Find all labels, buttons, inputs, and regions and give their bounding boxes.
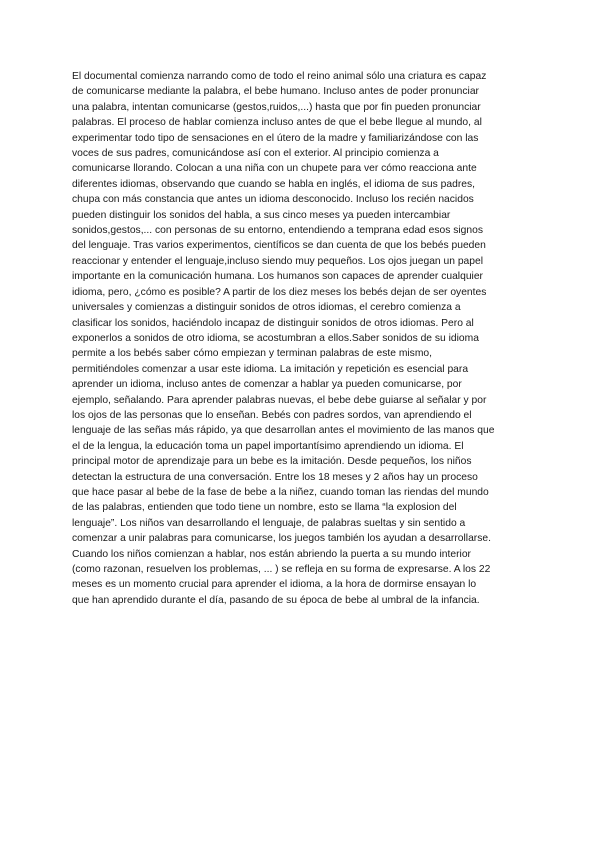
text-line: comenzar a unir palabras para comunicarse, los juegos también los ayudan a desarrollarse. [72, 533, 491, 545]
text-line: palabras. El proceso de hablar comienza incluso antes de que el bebe llegue al mundo, al [72, 117, 482, 129]
text-line: aprender un idioma, incluso antes de comenzar a hablar ya pueden comunicarse, por [72, 379, 462, 391]
text-line: pueden distinguir los sonidos del habla, a sus cinco meses ya pueden intercambiar [72, 209, 451, 221]
text-line: clasificar los sonidos, haciéndolo incapaz de distinguir sonidos de otros idiomas. Pero al [72, 317, 474, 329]
text-line: chupa con más constancia que antes un idioma desconocido. Incluso los recién nacidos [72, 194, 474, 206]
text-line: (como razonan, resuelven los problemas, ... ) se refleja en su forma de expresarse. A los 22 [72, 564, 491, 575]
text-line: el de la lengua, la educación toma un papel importantísimo aprendiendo un idioma. El [72, 440, 464, 452]
text-line: principal motor de aprendizaje para un bebe es la imitación. Desde pequeños, los niños [72, 456, 472, 468]
text-line: comunicarse llorando. Colocan a una niña con un chupete para ver cómo reacciona ante [72, 163, 477, 175]
text-line: detectan la estructura de una conversación. Entre los 18 meses y 2 años hay un proceso [72, 471, 478, 483]
text-line: que hace pasar al bebe de la fase de bebe a la niñez, cuando toman las riendas del mundo [72, 486, 489, 498]
text-line: de comunicarse mediante la palabra, el bebe humano. Incluso antes de poder pronunciar [72, 86, 479, 98]
text-line: experimentar todo tipo de sensaciones en el útero de la madre y familiarizándose con las [72, 132, 479, 144]
text-line: meses es un momento crucial para aprender el idioma, a la hora de dormirse ensayan lo [72, 579, 477, 591]
text-line: lenguaje”. Los niños van desarrollando el lenguaje, de palabras sueltas y sin sentido a [72, 517, 466, 529]
text-line: lenguaje de las señas más rápido, ya que desarrollan antes el movimiento de las manos que [72, 425, 495, 437]
text-line: voces de sus padres, comunicándose así con el exterior. Al principio comienza a [72, 148, 439, 160]
text-line: que han aprendido durante el día, pasando de su época de bebe al umbral de la infancia. [72, 594, 480, 606]
text-line: los ojos de las personas que lo enseñan. Bebés con padres sordos, van aprendiendo el [72, 409, 472, 421]
text-line: diferentes idiomas, observando que cuando se habla en inglés, el idioma de sus padres, [72, 178, 475, 190]
text-line: permitiéndoles comenzar a usar este idioma. La imitación y repetición es esencial para [72, 363, 469, 375]
text-line: sonidos,gestos,... con personas de su entorno, entendiendo a temprana edad esos signos [72, 225, 484, 237]
text-line: Cuando los niños comienzan a hablar, nos están abriendo la puerta a su mundo interior [72, 548, 471, 560]
text-line: permite a los bebés saber cómo empiezan y terminan palabras de este mismo, [72, 348, 432, 360]
text-line: de las palabras, entienden que todo tiene un nombre, esto se llama “la explosion del [72, 502, 457, 514]
text-line: universales y comienzas a distinguir sonidos de otros idiomas, el cerebro comienza a [72, 302, 461, 314]
text-line: El documental comienza narrando como de todo el reino animal sólo una criatura es capaz [72, 71, 487, 82]
text-line: reaccionar y entender el lenguaje,incluso siendo muy pequeños. Los ojos juegan un papel [72, 255, 484, 267]
text-line: del lenguaje. Tras varios experimentos, científicos se dan cuenta de que los bebés pueden [72, 240, 486, 252]
body-paragraph [72, 69, 532, 608]
text-line: exponerlos a sonidos de otro idioma, se acostumbran a ellos.Saber sonidos de su idioma [72, 332, 479, 344]
text-line: una palabra, intentan comunicarse (gestos,ruidos,...) hasta que por fin pueden pronunciar [72, 101, 481, 113]
text-line: idioma, pero, ¿cómo es posible? A partir de los diez meses los bebés dejan de ser oyentes [72, 286, 487, 298]
text-line: ejemplo, señalando. Para aprender palabras nuevas, el bebe debe guiarse al señalar y por [72, 394, 487, 406]
text-line: importante en la comunicación humana. Los humanos son capaces de aprender cualquier [72, 271, 483, 283]
